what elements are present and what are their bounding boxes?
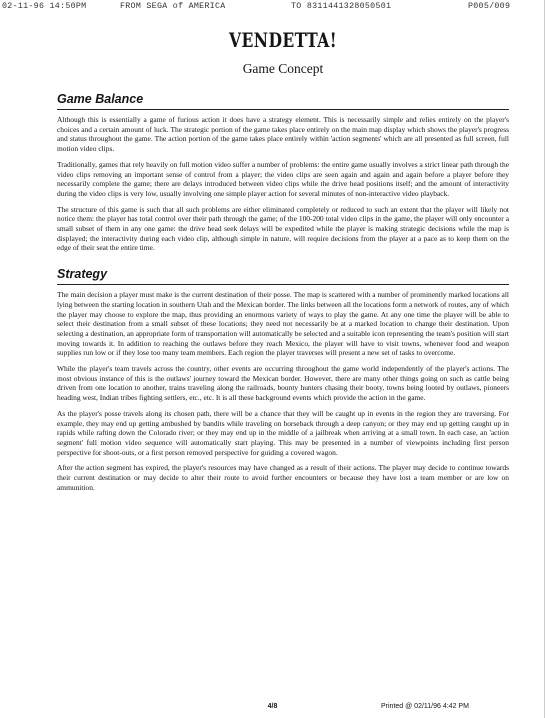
section-strategy (57, 267, 509, 492)
fax-page: P005/009 (468, 2, 511, 11)
fax-header (0, 0, 545, 14)
section-heading: Strategy (57, 267, 509, 285)
fax-to: TO 8311441328050501 (291, 2, 392, 11)
paragraph: As the player's posse travels along its chosen path, there will be a chance that they will be caught up in events in the region they are traversing. For example, they may end up getting ambushed by bandits while traveling on horseback through a deep canyon; or they may end up getting caught up in rapids while rafting down the Colorado river; or they may end up in the middle of a jailbreak when arriving at a small town. In each case, an 'action segment' full motion video sequence will automatically start playing. This may be presented in a number of viewpoints including first person perspective for shoot-outs, or a first person removed perspective for guiding a covered wagon. (57, 408, 509, 457)
section-game-balance (57, 92, 509, 253)
fax-from: FROM SEGA of AMERICA (120, 2, 226, 11)
document-subtitle: Game Concept (242, 61, 324, 76)
paragraph: The main decision a player must make is the current destination of their posse. The map is scattered with a number of prominently marked locations all lying between the starting location in southern Utah and the Mexican border. The links between all the locations form a network of routes, any of which the player may choose to explore the map, thus providing an enormous variety of ways to play the game. At any one time the player will be able to select their destination from a small subset of these locations; they need not necessarily be at a marked location to change their destination. Upon selecting a destination, an appropriate form of transportation will automatically be selected and a suitable icon representing the team's position will start moving towards it. In addition to reaching the outlaws before they reach Mexico, the player will have to visit towns, whenever food and weapon supplies run low or if they lose too many team members. Each region the player traverses will present a new set of tasks to overcome. (57, 290, 509, 358)
printed-timestamp: Printed @ 02/11/96 4:42 PM (381, 703, 469, 710)
document-page (57, 27, 509, 493)
paragraph: While the player's team travels across the country, other events are occurring throughout the game world independently of the player's actions. The most obvious instance of this is the outlaws' journey toward the Mexican border. However, there are many other things going on such as cattle being driven from one location to another, trains traveling along the railroads, bounty hunters chasing their booty, towns being looted by outlaws, pioneers heading west, Indian tribes fighting settlers, etc., etc. It is all these background events which provide the action in the game. (57, 364, 509, 403)
paragraph: The structure of this game is such that all such problems are either eliminated completely or reduced to such an extent that the player will likely not notice them: the player has total control over their path through the game; of the 100-200 total video clips in the game, the player will only encounter a small subset of them in any one game: the drive head seek delays will be expedited while the player is making strategic decisions while the map is displayed; the interactivity during each video clip, although simple in nature, will require decisions from the player at a pace as to keep them on the edge of their seat the entire time. (57, 204, 509, 253)
fax-date-time: 02-11-96 14:50PM (2, 2, 87, 11)
document-title: VENDETTA! (229, 28, 337, 52)
section-heading: Game Balance (57, 92, 509, 110)
page-number: 4/8 (267, 703, 278, 710)
paragraph: After the action segment has expired, the player's resources may have changed as a result of their actions. The player may decide to continue towards their current destination or may decide to alter their route to avoid further encounters or because they have lost a team member or are low on ammunition. (57, 463, 509, 492)
paragraph: Traditionally, games that rely heavily on full motion video suffer a number of problems: the entire game usually involves a strict linear path through the video clips removing an important sense of control from a player; the video clips are seen again and again and again before a player before they necessarily complete the game; there are delays introduced between video clips while the drive head positions itself; and the amount of interactivity during the video clips is very low, usually involving one simple player action for several minutes of non-interactive video playback. (57, 159, 509, 198)
paragraph: Although this is essentially a game of furious action it does have a strategy element. This is necessarily simple and relies entirely on the player's choices and a certain amount of luck. The strategic portion of the game takes place entirely on the main map display which shows the player's progress and status throughout the game. The action portion of the game takes place entirely within 'action segments' which are all presented as full screen, full motion video clips. (57, 115, 509, 154)
